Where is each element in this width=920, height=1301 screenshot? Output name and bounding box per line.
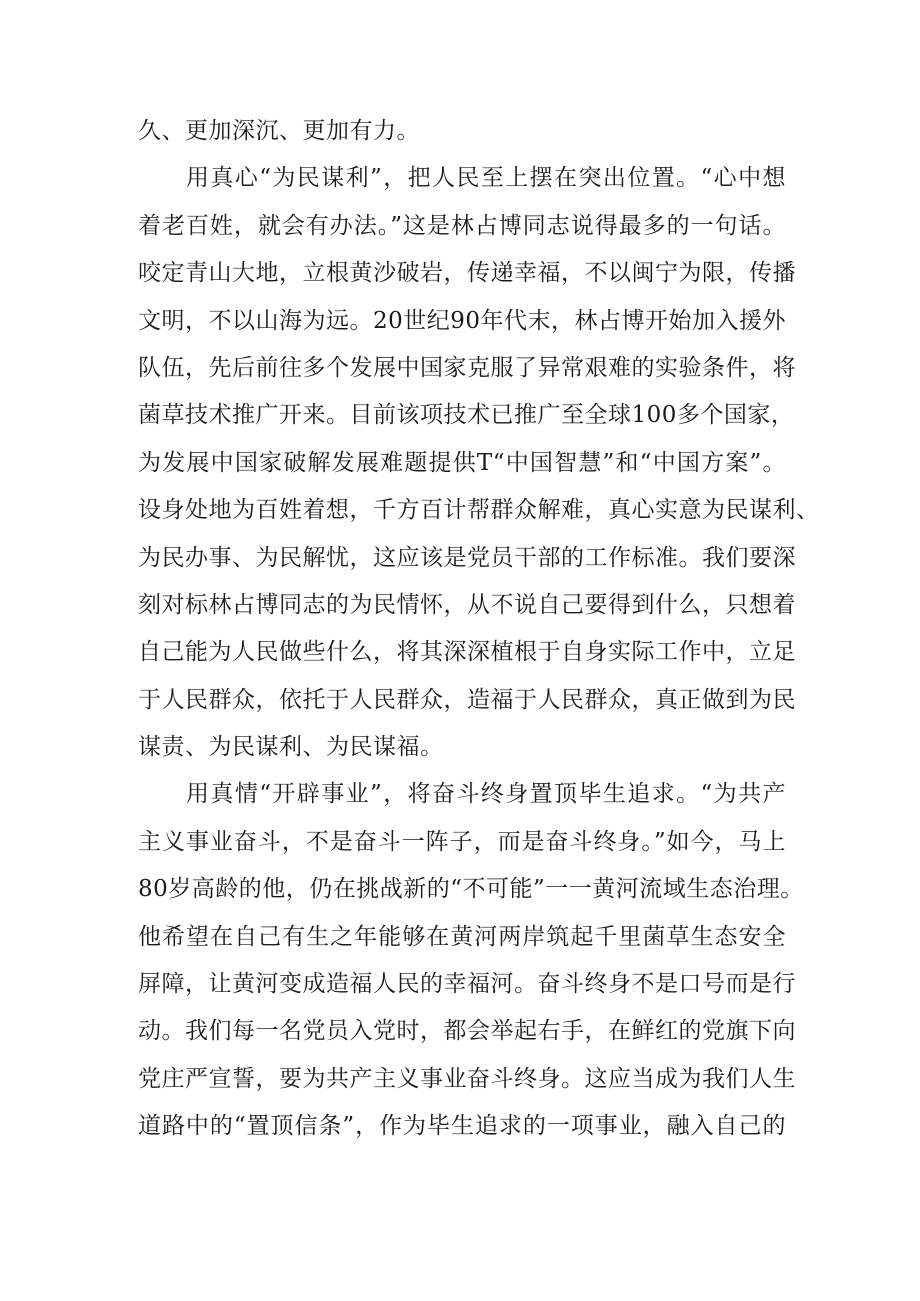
text-line: 刻对标林占博同志的为民情怀，从不说自己要得到什么，只想着 [138,591,796,618]
text-line: 咬定青山大地，立根黄沙破岩，传递幸福，不以闽宁为限，传播 [138,260,796,287]
text-line: 文明，不以山海为远。20世纪90年代末，林占博开始加入援外 [138,307,787,334]
text-line: 主义事业奋斗，不是奋斗一阵子，而是奋斗终身。”如今，马上 [138,828,786,855]
text-line: 用真心“为民谋利”，把人民至上摆在突出位置。“心中想 [186,165,786,192]
text-line: 设身处地为百姓着想，千方百计帮群众解难，真心实意为民谋利、 [138,497,820,524]
text-line: 自己能为人民做些什么，将其深深植根于自身实际工作中，立足 [138,639,796,666]
text-line: 80岁高龄的他，仍在挑战新的“不可能”一一黄河流域生态治理。 [138,876,804,903]
text-line: 道路中的“置顶信条”，作为毕生追求的一项事业，融入自己的 [138,1113,786,1140]
text-line: 队伍，先后前往多个发展中国家克服了异常艰难的实验条件，将 [138,354,796,381]
text-line: 用真情“开辟事业”，将奋斗终身置顶毕生追求。“为共产 [186,781,786,808]
text-line: 菌草技术推广开来。目前该项技术已推广至全球100多个国家， [138,402,795,429]
text-line: 动。我们每一名党员入党时，都会举起右手，在鲜红的党旗下向 [138,1018,796,1045]
text-line: 为民办事、为民解忧，这应该是党员干部的工作标准。我们要深 [138,544,796,571]
text-line: 为发展中国家破解发展难题提供T“中国智慧”和“中国方案”。 [138,449,786,476]
text-line: 久、更加深沉、更加有力。 [138,118,420,144]
text-line: 于人民群众，依托于人民群众，造福于人民群众，真正做到为民 [138,686,796,713]
document-body [138,108,820,1151]
text-line: 着老百姓，就会有办法。”这是林占博同志说得最多的一句话。 [138,212,786,239]
text-line: 屏障，让黄河变成造福人民的幸福河。奋斗终身不是口号而是行 [138,971,796,998]
text-line: 谋责、为民谋利、为民谋福。 [138,734,444,761]
text-line: 他希望在自己有生之年能够在黄河两岸筑起千里菌草生态安全 [138,923,786,950]
text-line: 党庄严宣誓，要为共产主义事业奋斗终身。这应当成为我们人生 [138,1065,796,1092]
